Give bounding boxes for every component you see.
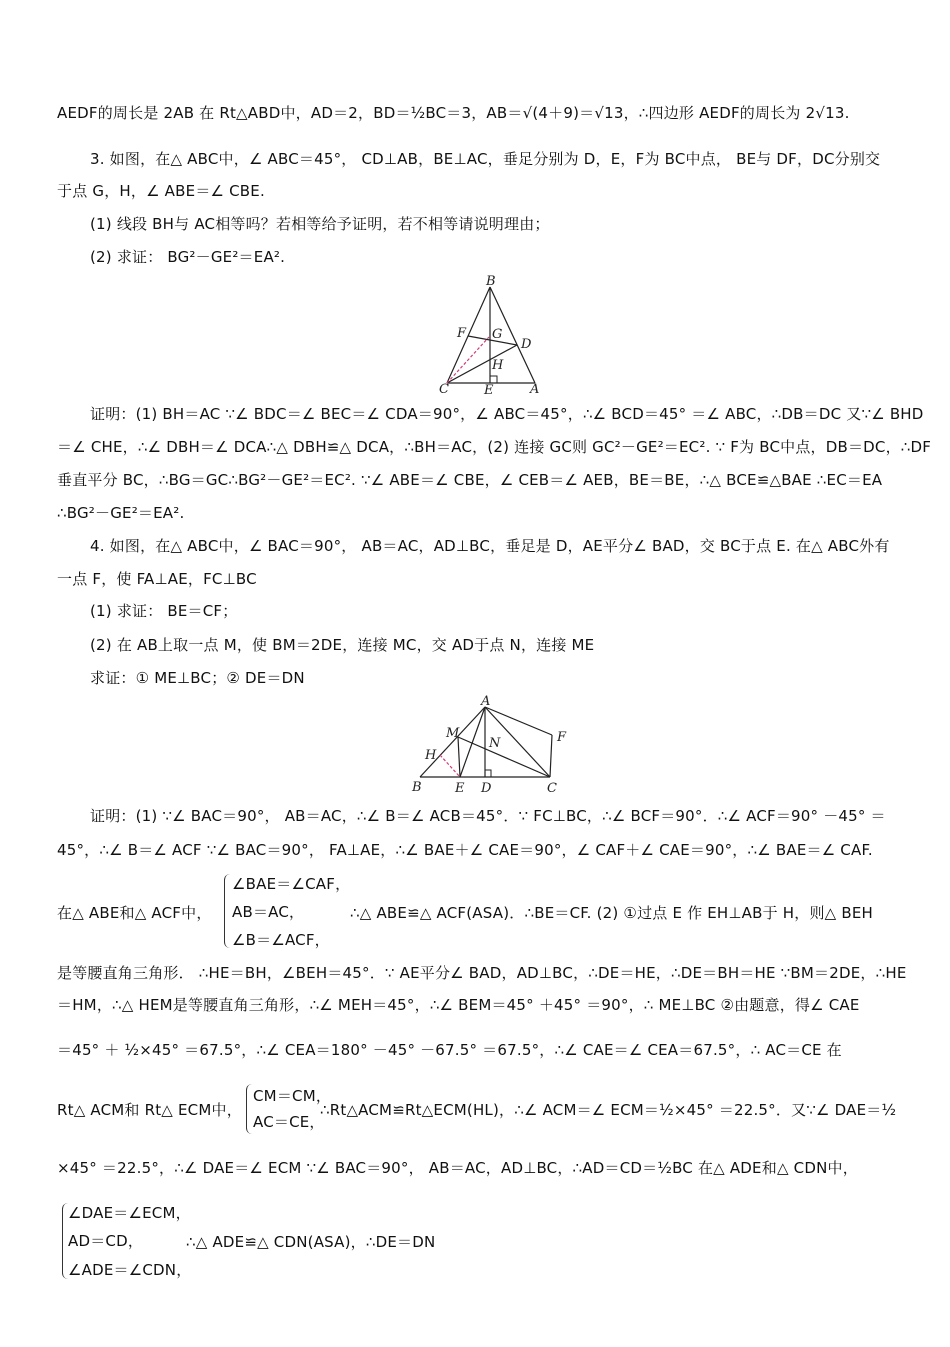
problem-3-question-2: (2) 求证： BG²－GE²＝EA². xyxy=(90,248,286,266)
proof-4-line: ＝45° ＋ ½×45° ＝67.5°，∴∠ CEA＝180° －45° －67.5° ＝67.5°，∴∠ CAE＝∠ CEA＝67.5°，∴ AC＝CE 在 xyxy=(57,1041,842,1059)
equation-row: AB＝AC， xyxy=(232,903,305,921)
proof-4-line: 是等腰直角三角形． ∴HE＝BH，∠BEH＝45°．∵ AE平分∠ BAD，AD⊥BC，∴DE＝HE，∴DE＝BH＝HE ∵BM＝2DE，∴HE xyxy=(57,964,907,982)
proof-4-line: Rt△ ACM和 Rt△ ECM中， xyxy=(57,1101,242,1119)
label-f: F xyxy=(457,326,467,341)
label-a: A xyxy=(481,695,491,709)
label-a: A xyxy=(530,382,540,397)
proof-4-line: ∴Rt△ACM≌Rt△ECM(HL)，∴∠ ACM＝∠ ECM＝½×45° ＝22.5°．又∵∠ DAE＝½ xyxy=(320,1101,897,1119)
equation-row: ∠BAE＝∠CAF， xyxy=(232,875,351,893)
problem-3-statement: 3. 如图，在△ ABC中，∠ ABC＝45°， CD⊥AB，BE⊥AC，垂足分别为 D，E，F为 BC中点， BE与 DF，DC分别交 xyxy=(90,150,881,168)
figure-triangle-2 xyxy=(405,695,575,797)
problem-4-question-2: (2) 在 AB上取一点 M，使 BM＝2DE，连接 MC，交 AD于点 N，连接 ME xyxy=(90,636,595,654)
text-line: AEDF的周长是 2AB 在 Rt△ABD中，AD＝2，BD＝½BC＝3，AB＝√(4＋9)＝√13，∴四边形 AEDF的周长为 2√13. xyxy=(57,104,850,122)
equation-row: AD＝CD， xyxy=(68,1232,144,1250)
proof-3-line: ∴BG²－GE²＝EA². xyxy=(57,504,185,522)
problem-4-question-1: (1) 求证： BE＝CF； xyxy=(90,602,238,620)
equation-row: AC＝CE， xyxy=(253,1113,325,1131)
label-b: B xyxy=(486,275,496,289)
label-h: H xyxy=(492,358,504,373)
proof-4-line: 在△ ABE和△ ACF中， xyxy=(57,904,212,922)
problem-3-question-1: (1) 线段 BH与 AC相等吗？若相等给予证明，若不相等请说明理由； xyxy=(90,215,550,233)
proof-3-line: 垂直平分 BC，∴BG＝GC∴BG²－GE²＝EC². ∵∠ ABE＝∠ CBE，∠ CEB＝∠ AEB，BE＝BE，∴△ BCE≌△BAE ∴EC＝EA xyxy=(57,471,883,489)
problem-4-question-3: 求证：① ME⊥BC；② DE＝DN xyxy=(90,669,305,687)
text-line: 一点 F，使 FA⊥AE，FC⊥BC xyxy=(57,570,257,588)
text-line: 于点 G，H，∠ ABE＝∠ CBE. xyxy=(57,182,265,200)
proof-4-line: ∴△ ABE≌△ ACF(ASA)．∴BE＝CF. (2) ①过点 E 作 EH⊥AB于 H，则△ BEH xyxy=(350,904,874,922)
equation-row: ∠ADE＝∠CDN， xyxy=(68,1261,192,1279)
label-m: M xyxy=(446,726,460,741)
proof-4-line: ＝HM，∴△ HEM是等腰直角三角形，∴∠ MEH＝45°，∴∠ BEM＝45° ＋45° ＝90°，∴ ME⊥BC ②由题意，得∠ CAE xyxy=(57,996,860,1014)
figure-triangle-1 xyxy=(435,275,545,397)
label-c: C xyxy=(547,781,557,796)
brace xyxy=(246,1084,253,1134)
proof-3-line: 证明：(1) BH＝AC ∵∠ BDC＝∠ BEC＝∠ CDA＝90°，∠ ABC＝45°，∴∠ BCD＝45° ＝∠ ABC，∴DB＝DC 又∵∠ BHD xyxy=(90,405,924,423)
label-d: D xyxy=(521,337,532,352)
label-e: E xyxy=(455,781,465,796)
equation-row: ∠DAE＝∠ECM， xyxy=(68,1204,191,1222)
equation-row: ∠B＝∠ACF， xyxy=(232,931,330,949)
proof-4-line: 45°，∴∠ B＝∠ ACF ∵∠ BAC＝90°， FA⊥AE，∴∠ BAE＋∠ CAE＝90°，∠ CAF＋∠ CAE＝90°，∴∠ BAE＝∠ CAF. xyxy=(57,841,873,859)
label-h: H xyxy=(425,748,437,763)
label-g: G xyxy=(492,327,503,342)
problem-4-statement: 4. 如图，在△ ABC中，∠ BAC＝90°， AB＝AC，AD⊥BC，垂足是 D，AE平分∠ BAD，交 BC于点 E. 在△ ABC外有 xyxy=(90,537,890,555)
brace xyxy=(224,874,231,948)
proof-4-line: 证明：(1) ∵∠ BAC＝90°， AB＝AC，∴∠ B＝∠ ACB＝45°．∵ FC⊥BC，∴∠ BCF＝90°．∴∠ ACF＝90° －45° ＝ xyxy=(90,807,886,825)
proof-4-line: ∴△ ADE≌△ CDN(ASA)，∴DE＝DN xyxy=(186,1233,436,1251)
label-e: E xyxy=(484,383,494,397)
label-b: B xyxy=(412,780,422,795)
label-d: D xyxy=(481,781,492,796)
label-n: N xyxy=(489,736,501,751)
label-f: F xyxy=(557,730,567,745)
proof-3-line: ＝∠ CHE，∴∠ DBH＝∠ DCA∴△ DBH≌△ DCA，∴BH＝AC，(2) 连接 GC则 GC²－GE²＝EC². ∵ F为 BC中点，DB＝DC，∴DF xyxy=(57,438,932,456)
proof-4-line: ×45° ＝22.5°，∴∠ DAE＝∠ ECM ∵∠ BAC＝90°， AB＝AC，AD⊥BC，∴AD＝CD＝½BC 在△ ADE和△ CDN中， xyxy=(57,1159,858,1177)
label-c: C xyxy=(439,382,449,397)
equation-row: CM＝CM， xyxy=(253,1087,332,1105)
